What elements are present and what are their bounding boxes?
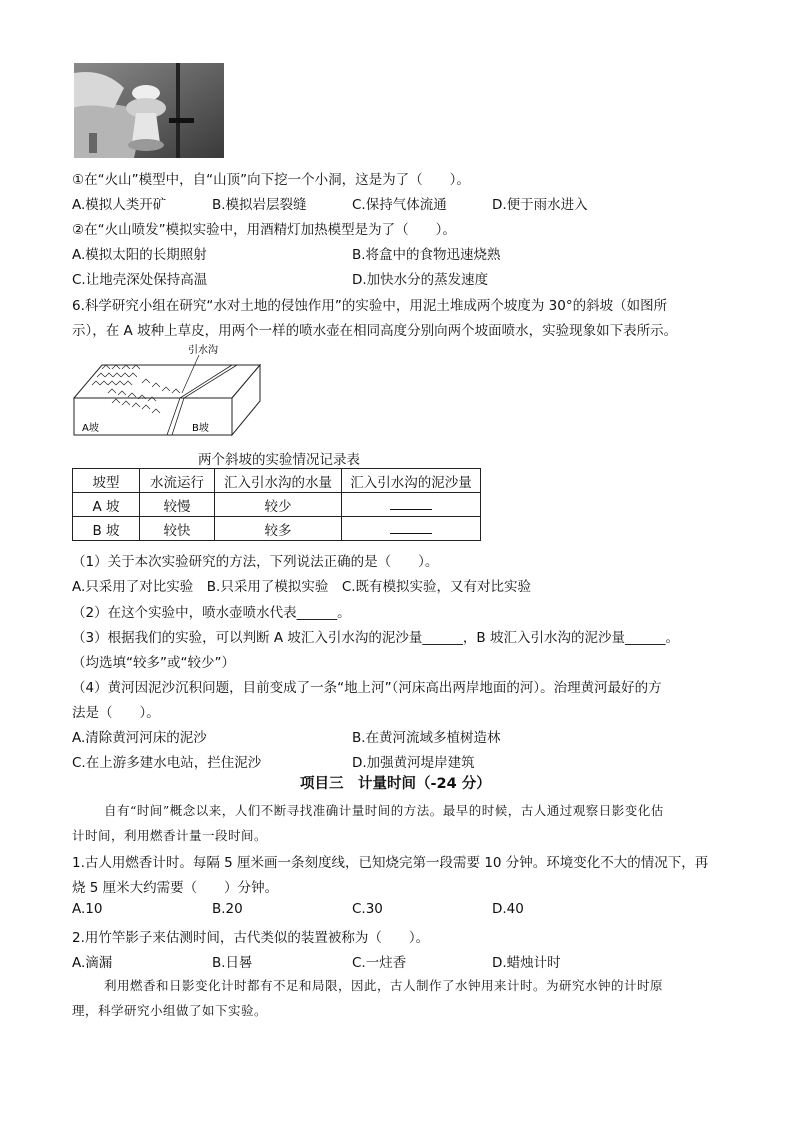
experiment-record-table [72,468,481,541]
q5-2-option-a: A.模拟太阳的长期照射 [72,247,207,263]
volcano-experiment-photo [74,63,224,158]
q6-4-stem-line-1: （4）黄河因泥沙沉积问题，目前变成了一条“地上河”（河床高出两岸地面的河）。治理黄河最好的方 [72,680,662,696]
q5-1-stem: ①在“火山”模型中，自“山顶”向下挖一个小洞，这是为了（ ）。 [72,172,470,188]
answer-blank-cell[interactable] [342,493,481,517]
p3-q1-stem-line-2: 烧 5 厘米大约需要（ ）分钟。 [72,880,279,896]
section-title: 项目三 计量时间（-24 分） [300,776,491,792]
q6-4-option-d: D.加强黄河堤岸建筑 [352,755,475,771]
slope-diagram [72,343,264,438]
q6-intro-line-1: 6.科学研究小组在研究“水对土地的侵蚀作用”的实验中，用泥土堆成两个坡度为 30°的斜坡（如图所 [72,298,668,314]
slope-b-label: B坡 [192,423,209,434]
table-header-cell: 水流运行 [140,469,215,493]
p3-q1-option-b: B.20 [212,901,243,917]
table-header-cell: 汇入引水沟的泥沙量 [342,469,481,493]
q6-3-stem: （3）根据我们的实验，可以判断 A 坡汇入引水沟的泥沙量______，B 坡汇入引水沟的泥沙量______。 [72,630,679,646]
answer-blank[interactable] [390,495,432,510]
project3-outro-line-1: 利用燃香和日影变化计时都有不足和局限，因此，古人制作了水钟用来计时。为研究水钟的计时原 [104,978,664,993]
table-cell: B 坡 [73,517,140,541]
p3-q1-stem-line-1: 1.古人用燃香计时。每隔 5 厘米画一条刻度线，已知烧完第一段需要 10 分钟。环境变化不大的情况下，再 [72,855,709,871]
q6-4-option-a: A.清除黄河河床的泥沙 [72,730,207,746]
table-row [73,493,481,517]
q5-1-option-a: A.模拟人类开矿 [72,197,167,213]
table-row [73,517,481,541]
table-cell: 较慢 [140,493,215,517]
table-cell: A 坡 [73,493,140,517]
p3-q1-option-c: C.30 [352,901,383,917]
q6-4-option-b: B.在黄河流域多植树造林 [352,730,501,746]
table-cell: 较快 [140,517,215,541]
answer-blank[interactable] [390,519,432,534]
table-header-row [73,469,481,493]
table-cell: 较多 [215,517,342,541]
table-cell: 较少 [215,493,342,517]
q5-1-option-b: B.模拟岩层裂缝 [212,197,307,213]
q5-1-option-d: D.便于雨水进入 [492,197,588,213]
q6-4-stem-line-2: 法是（ ）。 [72,705,160,721]
q6-2-stem: （2）在这个实验中，喷水壶喷水代表______。 [72,605,351,621]
p3-q2-option-b: B.日晷 [212,955,253,971]
q6-4-option-c: C.在上游多建水电站，拦住泥沙 [72,755,262,771]
project3-outro-line-2: 理，科学研究小组做了如下实验。 [72,1003,268,1018]
p3-q1-option-a: A.10 [72,901,103,917]
slope-a-label: A坡 [82,423,99,434]
q6-3-note: （均选填“较多”或“较少”） [72,655,235,671]
q5-2-option-d: D.加快水分的蒸发速度 [352,272,489,288]
p3-q2-option-d: D.蜡烛计时 [492,955,561,971]
q5-2-option-b: B.将盒中的食物迅速烧熟 [352,247,501,263]
table-header-cell: 汇入引水沟的水量 [215,469,342,493]
p3-q2-stem: 2.用竹竿影子来估测时间，古代类似的装置被称为（ ）。 [72,930,430,946]
table-header-cell: 坡型 [73,469,140,493]
project3-intro-line-1: 自有“时间”概念以来，人们不断寻找准确计量时间的方法。最早的时候，古人通过观察日影变化估 [104,803,664,818]
p3-q2-option-a: A.滴漏 [72,955,113,971]
q5-2-stem: ②在“火山喷发”模拟实验中，用酒精灯加热模型是为了（ ）。 [72,222,456,238]
q5-1-option-c: C.保持气体流通 [352,197,447,213]
q6-1-stem: （1）关于本次实验研究的方法，下列说法正确的是（ ）。 [72,554,439,570]
channel-label: 引水沟 [188,345,218,356]
q5-2-option-c: C.让地壳深处保持高温 [72,272,208,288]
project3-intro-line-2: 计时间，利用燃香计量一段时间。 [72,828,268,843]
table-title: 两个斜坡的实验情况记录表 [198,452,360,468]
q6-1-options: A.只采用了对比实验 B.只采用了模拟实验 C.既有模拟实验，又有对比实验 [72,579,532,595]
q6-intro-line-2: 示），在 A 坡种上草皮，用两个一样的喷水壶在相同高度分别向两个坡面喷水，实验现象如下表所示。 [72,323,678,339]
p3-q1-option-d: D.40 [492,901,524,917]
p3-q2-option-c: C.一炷香 [352,955,407,971]
answer-blank-cell[interactable] [342,517,481,541]
